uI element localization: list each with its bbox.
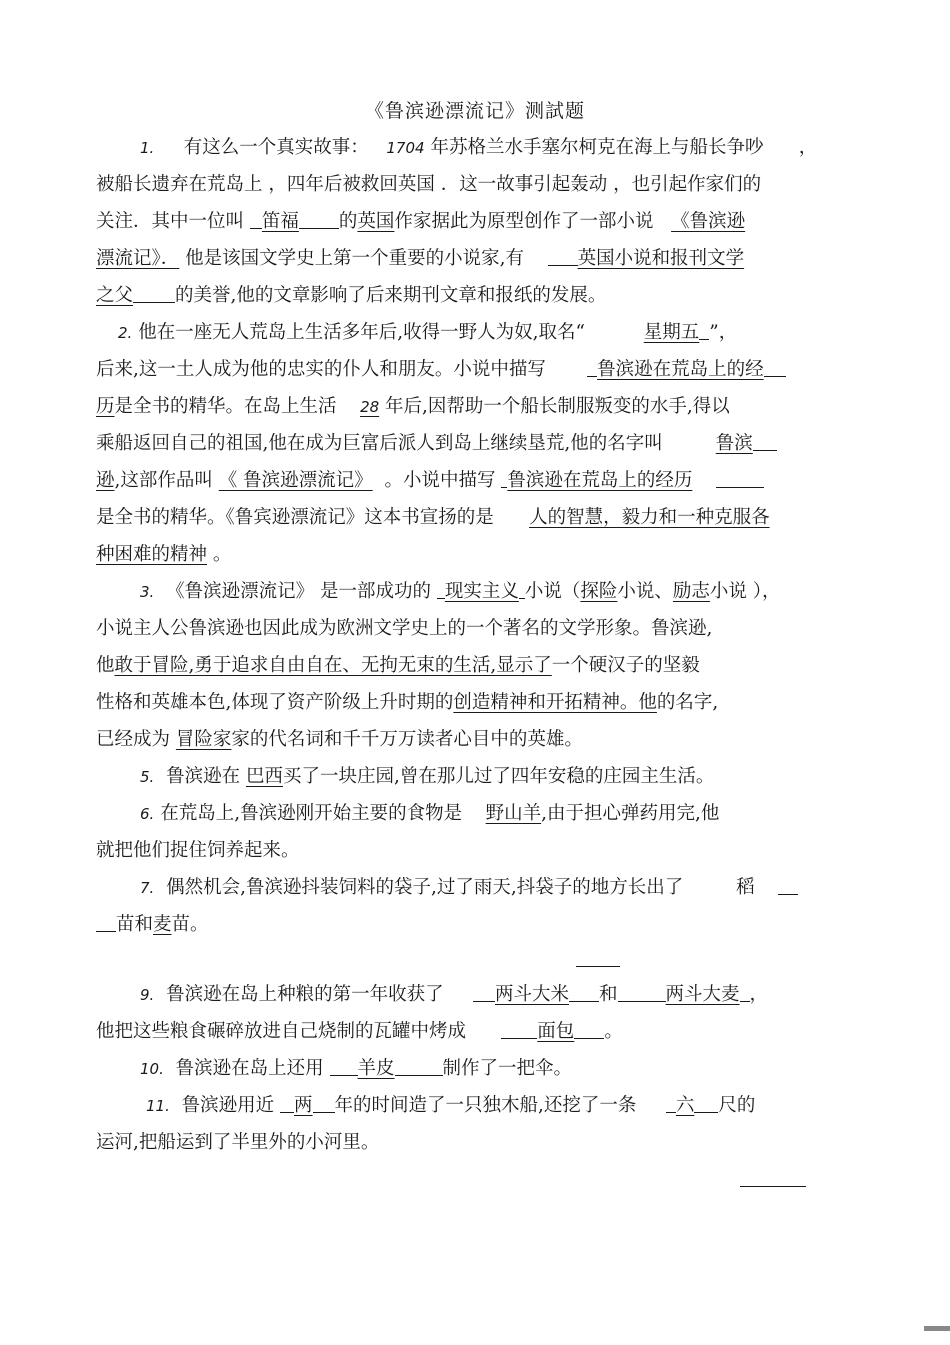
page-edge-marker: [924, 1326, 950, 1331]
q1-line-3: 关注．其中一位叫 笛福 的英国作家据此为原型创作了一部小说 《鲁滨逊: [96, 207, 866, 237]
q9-answer-bread: 面包: [537, 1021, 575, 1042]
q3-answer-brave: 敢于冒险,勇于追求自由自在、无拘无束的生活,显示了: [114, 655, 552, 676]
q1-number: 1.: [140, 139, 155, 157]
q3-answer-genre: 现实主义: [444, 581, 519, 602]
q2-answer-years: 28: [360, 398, 380, 416]
q11-number: 11.: [146, 1097, 170, 1115]
stray-blank-line: [576, 966, 620, 967]
q7-answer-wheat: 麦: [153, 914, 172, 935]
document-title: 《鲁滨逊漂流记》测試题: [364, 100, 585, 122]
q2-line-3: 历是全书的精华。在岛上生活 28 年后,因帮助一个船长制服叛变的水手,得以: [96, 396, 730, 417]
q1-answer-title: 英国小说和报刊文学: [577, 248, 745, 269]
q3-answer-inspire: 励志: [672, 581, 710, 602]
q6-line-2: 就把他们捉住饲养起来。: [96, 840, 300, 861]
q2-answer-friday: 星期五: [643, 322, 700, 343]
q1-line-5: 之父 的美誉,他的文章影响了后来期刊文章和报纸的发展。: [96, 281, 866, 311]
q11-answer-two: 两: [294, 1095, 313, 1116]
q11-line-2: 运河,把船运到了半里外的小河里。: [96, 1132, 380, 1153]
stray-blank-line-2: [740, 1186, 806, 1187]
q11-line-1: 11. 鲁滨逊用近 两 年的时间造了一只独木船,还挖了一条 六 尺的: [146, 1091, 866, 1121]
q3-line-3: 他敢于冒险,勇于追求自由自在、无拘无束的生活,显示了一个硬汉子的坚毅: [96, 655, 700, 676]
q9-line-2: 他把这些粮食碾碎放进自己烧制的瓦罐中烤成 面包 。: [96, 1017, 866, 1047]
q10-answer-skin: 羊皮: [357, 1058, 395, 1079]
q7-number: 7.: [140, 879, 155, 897]
q3-answer-adventurer: 冒险家: [175, 729, 232, 750]
q6-number: 6.: [140, 805, 155, 823]
q5-number: 5.: [140, 768, 155, 786]
q3-number: 3.: [140, 583, 155, 601]
q2-line-7: 种困难的精神 。: [96, 544, 232, 565]
q5-line-1: 5. 鲁滨逊在 巴西买了一块庄园,曾在那儿过了四年安稳的庄园主生活。: [140, 766, 715, 787]
q2-number: 2.: [118, 324, 133, 342]
q1-answer-defoe: 笛福: [261, 211, 299, 232]
q10-line-1: 10. 鲁滨逊在岛上还用 羊皮 制作了一把伞。: [140, 1054, 866, 1084]
q2-line-4: 乘船返回自己的祖国,他在成为巨富后派人到岛上继续垦荒,他的名字叫 鲁滨: [96, 429, 866, 459]
q7-answer-rice: 稻: [736, 877, 755, 898]
q2-line-5: 逊,这部作品叫 《 鲁滨逊漂流记》 。小说中描写 鲁滨逊在荒岛上的经历: [96, 466, 866, 496]
q1-answer-book-cont: 漂流记》．: [96, 248, 180, 269]
q5-answer-brazil: 巴西: [245, 766, 283, 787]
q3-line-2: 小说主人公鲁滨逊也因此成为欧洲文学史上的一个著名的文学形象。鲁滨逊,: [96, 618, 713, 639]
q2-answer-book: 《 鲁滨逊漂流记》: [218, 470, 373, 491]
q3-line-4: 性格和英雄本色,体现了资产阶级上升时期的创造精神和开拓精神。他的名字,: [96, 692, 719, 713]
q6-line-1: 6. 在荒岛上,鲁滨逊刚开始主要的食物是 野山羊,由于担心弹药用完,他: [140, 803, 720, 824]
q2-answer-spirit: 人的智慧，毅力和一种克服各: [529, 507, 770, 528]
q2-line-2: 后来,这一土人成为他的忠实的仆人和朋友。小说中描写 鲁滨逊在荒岛上的经: [96, 355, 866, 385]
q7-line-1: 7. 偶然机会,鲁滨逊抖装饲料的袋子,过了雨天,抖袋子的地方长出了 稻: [140, 873, 866, 903]
q9-line-1: 9. 鲁滨逊在岛上种粮的第一年收获了 两斗大米 和 两斗大麦 ，: [140, 980, 866, 1010]
q1-answer-england: 英国: [357, 211, 395, 232]
q7-line-2: 苗和麦苗。: [96, 910, 866, 940]
q10-number: 10.: [140, 1060, 164, 1078]
q3-answer-spirit: 创造精神和开拓精神。他: [453, 692, 657, 713]
q2-line-6: 是全书的精华。《鲁宾逊漂流记》这本书宣扬的是 人的智慧，毅力和一种克服各: [96, 507, 770, 528]
q2-line-1: 2. 他在一座无人荒岛上生活多年后,收得一野人为奴,取名“ 星期五 ”，: [118, 318, 866, 348]
q2-answer-experience: 鲁滨逊在荒岛上的经: [597, 359, 764, 380]
q3-answer-adventure: 探险: [580, 581, 618, 602]
q1-line-1: 1. 有这么一个真实故事： 1704 年苏格兰水手塞尔柯克在海上与船长争吵 ，: [140, 137, 818, 158]
q3-line-1: 3. 《鲁滨逊漂流记》 是一部成功的 现实主义 小说（探险小说、励志小说 ），: [140, 577, 866, 607]
q2-answer-name: 鲁滨: [715, 433, 753, 454]
q1-line-4: 漂流记》． 他是该国文学史上第一个重要的小说家,有 英国小说和报刊文学: [96, 244, 866, 274]
q1-answer-title-cont: 之父: [96, 285, 134, 306]
q11-answer-six: 六: [675, 1095, 695, 1116]
q2-answer-experience-2: 鲁滨逊在荒岛上的经历: [507, 470, 693, 491]
q1-year: 1704: [386, 139, 425, 157]
q9-number: 9.: [140, 986, 155, 1004]
q9-answer-barley: 两斗大麦: [665, 984, 740, 1005]
q1-answer-book: 《鲁滨逊: [671, 211, 746, 232]
q6-answer-goat: 野山羊: [485, 803, 542, 824]
q1-line-2: 被船长遗弃在荒岛上 ，四年后被救回英国 ．这一故事引起轰动 ，也引起作家们的: [96, 174, 762, 195]
q3-line-5: 已经成为 冒险家家的代名词和千千万万读者心目中的英雄。: [96, 729, 583, 750]
q9-answer-rice: 两斗大米: [495, 984, 570, 1005]
